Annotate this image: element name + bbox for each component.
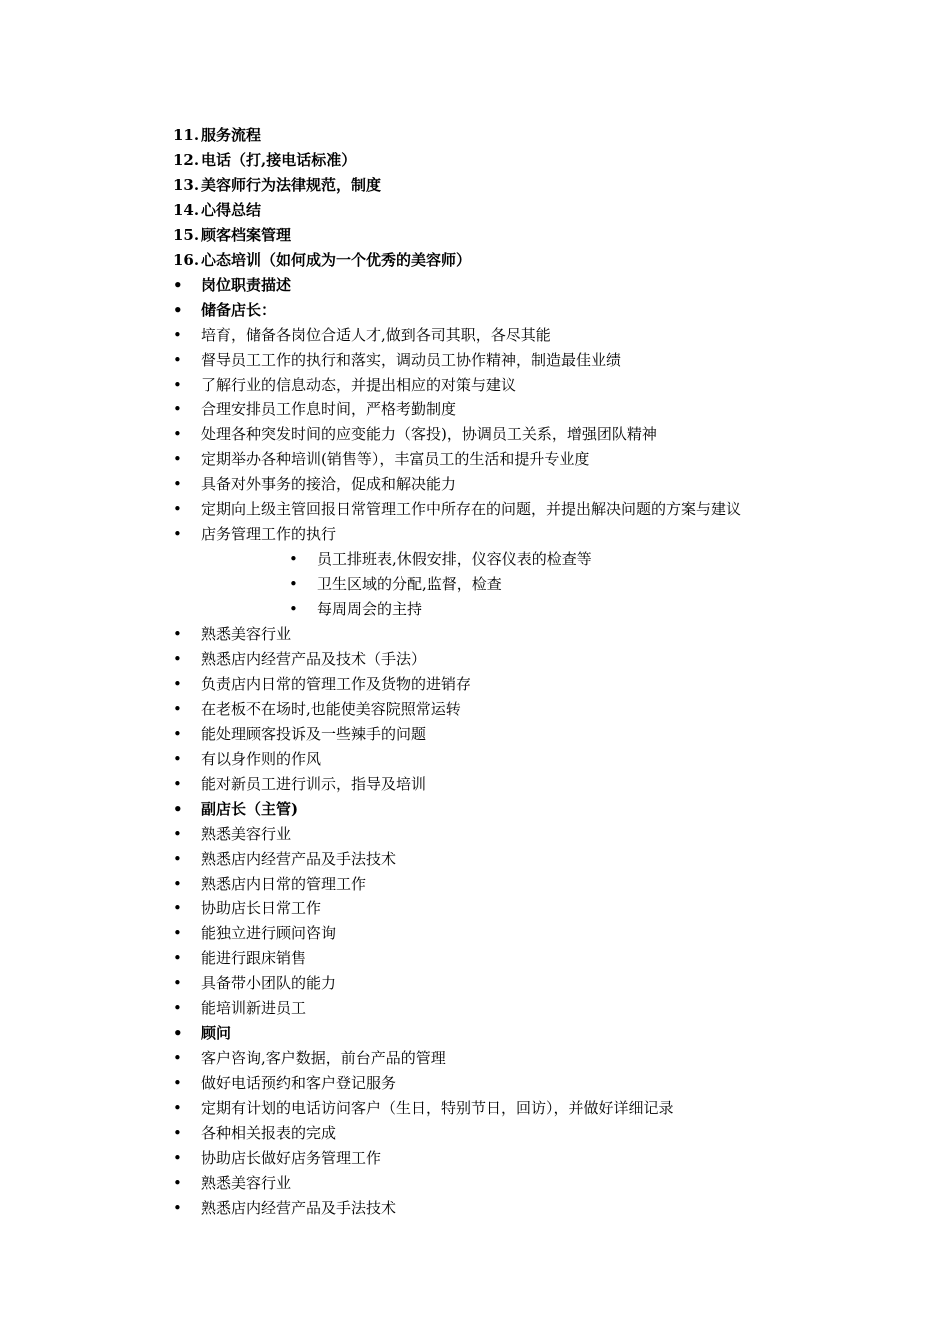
numbered-item <box>173 148 356 173</box>
bullet-marker: • <box>173 899 182 918</box>
bullet-marker: • <box>173 774 182 793</box>
list-item <box>173 872 366 897</box>
bullet-marker: • <box>289 550 298 569</box>
bullet-marker: • <box>173 300 183 319</box>
item-text: 每周周会的主持 <box>317 600 423 618</box>
bullet-marker: • <box>173 824 182 843</box>
list-item <box>173 1171 291 1196</box>
list-item <box>173 1096 674 1121</box>
list-item <box>173 822 291 847</box>
list-item <box>173 647 426 672</box>
item-text: 在老板不在场时,也能使美容院照常运转 <box>201 699 461 718</box>
item-number: 15. <box>173 225 200 244</box>
list-item <box>173 996 306 1021</box>
list-item <box>173 697 461 722</box>
item-text: 定期举办各种培训(销售等），丰富员工的生活和提升专业度 <box>201 450 590 469</box>
item-text: 员工排班表,休假安排，仪容仪表的检查等 <box>317 550 592 569</box>
bullet-marker: • <box>173 325 182 344</box>
item-text: 定期有计划的电话访问客户（生日，特别节日，回访），并做好详细记录 <box>201 1099 674 1117</box>
item-text: 协助店长做好店务管理工作 <box>201 1148 382 1167</box>
list-item <box>173 323 551 348</box>
sub-list-item <box>289 547 592 572</box>
item-text: 处理各种突发时间的应变能力（客投)，协调员工关系，增强团队精神 <box>201 425 657 444</box>
sub-list-item <box>289 572 502 597</box>
bullet-marker: • <box>173 649 182 668</box>
item-text: 熟悉店内经营产品及技术（手法） <box>201 649 427 668</box>
bullet-marker: • <box>173 874 182 893</box>
bullet-marker: • <box>173 849 182 868</box>
bullet-marker: • <box>173 500 182 519</box>
item-number: 12. <box>173 150 200 169</box>
list-item <box>173 747 321 772</box>
list-item <box>173 348 621 373</box>
bullet-marker: • <box>173 1124 182 1142</box>
bullet-marker: • <box>173 475 182 494</box>
item-text: 电话（打,接电话标准） <box>201 150 357 169</box>
bullet-marker: • <box>173 400 182 419</box>
item-text: 客户咨询,客户数据，前台产品的管理 <box>201 1049 446 1068</box>
bullet-marker: • <box>173 425 182 444</box>
bullet-marker: • <box>173 1198 182 1217</box>
numbered-item <box>173 198 261 223</box>
item-number: 11. <box>173 126 200 144</box>
list-item <box>173 1146 381 1171</box>
list-item <box>173 896 321 921</box>
list-item <box>173 522 336 547</box>
item-text: 定期向上级主管回报日常管理工作中所存在的问题，并提出解决问题的方案与建议 <box>201 500 742 519</box>
item-text: 做好电话预约和客户登记服务 <box>201 1074 397 1093</box>
item-text: 岗位职责描述 <box>201 275 292 294</box>
item-text: 各种相关报表的完成 <box>201 1124 337 1142</box>
item-text: 副店长（主管) <box>201 799 299 818</box>
item-text: 熟悉店内经营产品及手法技术 <box>201 1198 397 1217</box>
item-text: 顾问 <box>201 1024 232 1043</box>
list-item <box>173 273 291 298</box>
bullet-marker: • <box>173 924 182 943</box>
item-text: 负责店内日常的管理工作及货物的进销存 <box>201 674 472 693</box>
item-text: 服务流程 <box>201 126 262 144</box>
list-item <box>173 946 306 971</box>
item-text: 熟悉美容行业 <box>201 625 292 643</box>
item-text: 美容师行为法律规范，制度 <box>201 175 382 194</box>
list-item <box>173 298 276 323</box>
list-item <box>173 397 456 422</box>
bullet-marker: • <box>173 625 182 643</box>
list-item <box>173 422 657 447</box>
bullet-marker: • <box>173 674 182 693</box>
bullet-marker: • <box>173 724 182 743</box>
item-text: 能独立进行顾问咨询 <box>201 924 337 943</box>
bullet-marker: • <box>173 275 183 294</box>
item-number: 13. <box>173 175 200 194</box>
list-item <box>173 447 589 472</box>
item-text: 督导员工工作的执行和落实，调动员工协作精神，制造最佳业绩 <box>201 350 622 369</box>
item-text: 协助店长日常工作 <box>201 899 322 918</box>
bullet-marker: • <box>173 1024 183 1043</box>
bullet-marker: • <box>289 575 298 594</box>
item-text: 储备店长： <box>201 300 277 319</box>
bullet-marker: • <box>173 350 182 369</box>
list-item <box>173 722 426 747</box>
item-text: 有以身作则的作风 <box>201 749 322 768</box>
bullet-marker: • <box>173 999 182 1018</box>
bullet-marker: • <box>173 450 182 469</box>
bullet-marker: • <box>173 1148 182 1167</box>
bullet-marker: • <box>173 1099 182 1117</box>
item-text: 具备对外事务的接洽，促成和解决能力 <box>201 475 457 494</box>
item-text: 熟悉店内经营产品及手法技术 <box>201 849 397 868</box>
list-item <box>173 497 741 522</box>
bullet-marker: • <box>173 699 182 718</box>
item-text: 店务管理工作的执行 <box>201 525 337 544</box>
list-item <box>173 797 298 822</box>
numbered-item <box>173 248 471 273</box>
bullet-marker: • <box>289 600 298 618</box>
list-item <box>173 1071 396 1096</box>
item-text: 顾客档案管理 <box>201 225 292 244</box>
bullet-marker: • <box>173 375 182 394</box>
list-item <box>173 847 396 872</box>
item-text: 熟悉美容行业 <box>201 824 292 843</box>
bullet-marker: • <box>173 974 182 993</box>
numbered-item <box>173 223 291 248</box>
item-text: 能培训新进员工 <box>201 999 307 1018</box>
sub-list-item <box>289 597 422 622</box>
item-text: 心态培训（如何成为一个优秀的美容师） <box>201 250 472 269</box>
item-text: 熟悉美容行业 <box>201 1173 292 1192</box>
bullet-marker: • <box>173 749 182 768</box>
list-item <box>173 622 291 647</box>
list-item <box>173 921 336 946</box>
list-item <box>173 373 516 398</box>
bullet-marker: • <box>173 525 182 544</box>
item-text: 能进行跟床销售 <box>201 949 307 968</box>
list-item <box>173 1046 446 1071</box>
bullet-marker: • <box>173 949 182 968</box>
item-number: 14. <box>173 200 200 219</box>
list-item <box>173 1196 396 1221</box>
numbered-item <box>173 123 261 148</box>
bullet-marker: • <box>173 1049 182 1068</box>
item-text: 能处理顾客投诉及一些辣手的问题 <box>201 724 427 743</box>
item-number: 16. <box>173 250 200 269</box>
list-item <box>173 772 426 797</box>
list-item <box>173 971 336 996</box>
list-item <box>173 672 471 697</box>
numbered-item <box>173 173 381 198</box>
list-item <box>173 1121 336 1146</box>
item-text: 卫生区域的分配,监督，检查 <box>317 575 502 594</box>
bullet-marker: • <box>173 1173 182 1192</box>
list-item <box>173 1021 231 1046</box>
item-text: 具备带小团队的能力 <box>201 974 337 993</box>
item-text: 了解行业的信息动态，并提出相应的对策与建议 <box>201 375 517 394</box>
item-text: 合理安排员工作息时间，严格考勤制度 <box>201 400 457 419</box>
item-text: 熟悉店内日常的管理工作 <box>201 874 367 893</box>
item-text: 能对新员工进行训示，指导及培训 <box>201 774 427 793</box>
item-text: 心得总结 <box>201 200 262 219</box>
item-text: 培育，储备各岗位合适人才,做到各司其职，各尽其能 <box>201 325 551 344</box>
list-item <box>173 472 456 497</box>
bullet-marker: • <box>173 1074 182 1093</box>
bullet-marker: • <box>173 799 183 818</box>
